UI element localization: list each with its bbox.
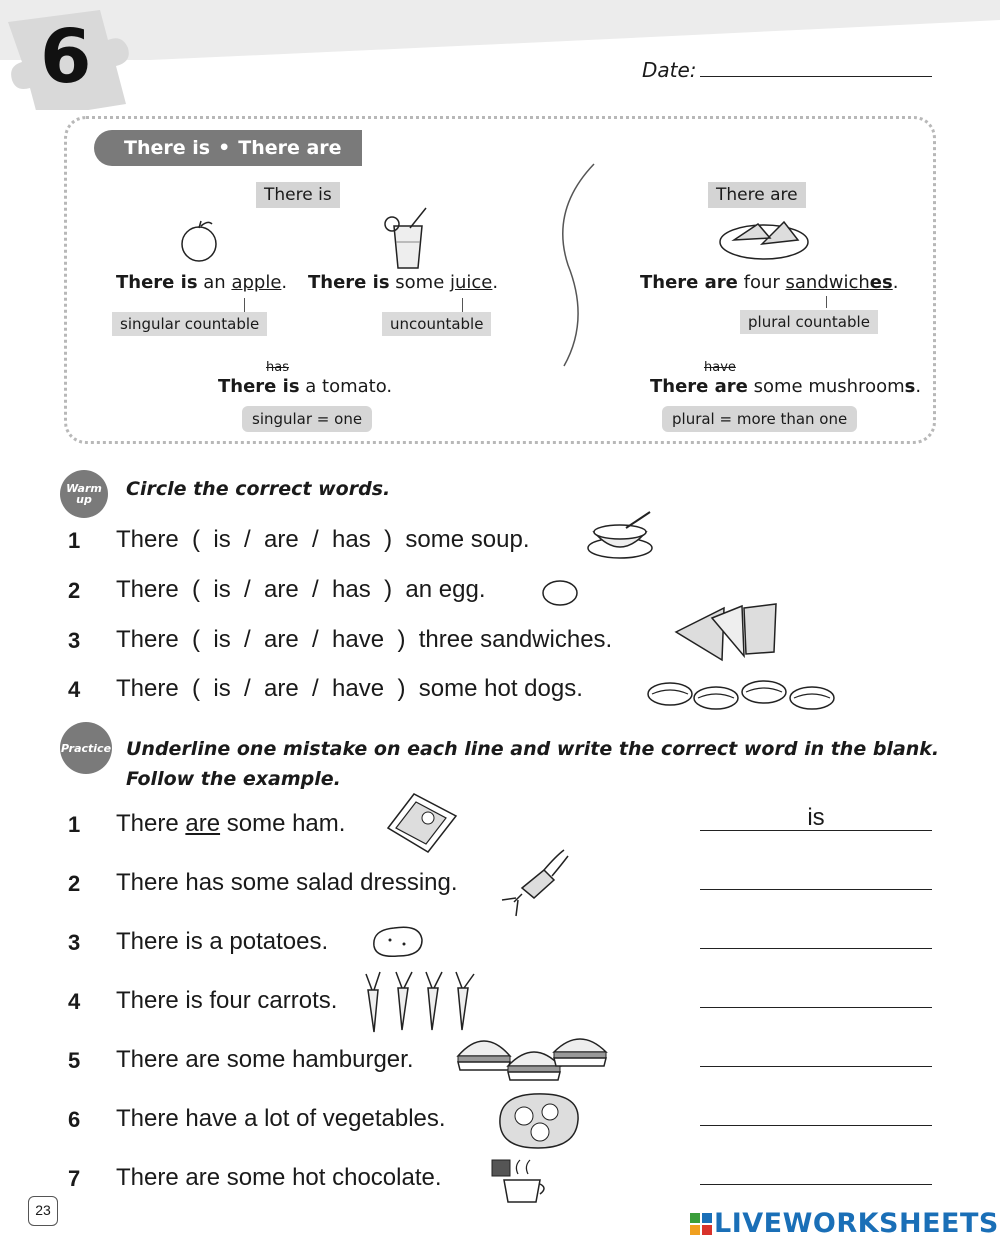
example-sandwiches-number: four bbox=[737, 272, 786, 293]
warmup-badge: Warm up bbox=[60, 470, 108, 518]
example-tomato bbox=[218, 376, 392, 397]
tag-singular-one: singular = one bbox=[242, 406, 372, 432]
example-apple-end: . bbox=[281, 272, 288, 293]
example-sandwiches-there-are: There are bbox=[640, 272, 738, 293]
soup-bowl-icon bbox=[586, 508, 660, 560]
potato-icon bbox=[368, 922, 426, 960]
hamburgers-icon bbox=[454, 1026, 610, 1088]
practice-q1-underlined-mistake: are bbox=[185, 810, 221, 837]
page-number: 23 bbox=[28, 1196, 58, 1226]
warmup-instruction: Circle the correct words. bbox=[126, 478, 391, 500]
practice-q2-answer-line[interactable] bbox=[700, 889, 932, 890]
example-juice-quantifier: some bbox=[389, 272, 450, 293]
practice-q4-text[interactable]: There is four carrots. bbox=[116, 987, 338, 1014]
practice-instruction-line1: Underline one mistake on each line and write the correct word in the blank. bbox=[126, 738, 940, 760]
example-sandwiches-noun: sandwich bbox=[785, 272, 870, 293]
grammar-title-right: There are bbox=[238, 137, 342, 159]
tag-plural-countable: plural countable bbox=[740, 310, 878, 334]
example-juice-end: . bbox=[492, 272, 499, 293]
unit-number: 6 bbox=[40, 14, 92, 100]
juice-icon bbox=[380, 206, 432, 272]
label-there-is: There is bbox=[256, 182, 340, 208]
example-juice-noun: juice bbox=[450, 272, 493, 293]
example-apple-there-is: There is bbox=[116, 272, 198, 293]
pointer-line-apple bbox=[244, 298, 245, 312]
example-apple bbox=[116, 272, 287, 293]
practice-q7-answer-line[interactable] bbox=[700, 1184, 932, 1185]
warmup-q1-text[interactable]: There ( is / are / has ) some soup. bbox=[116, 526, 530, 553]
warmup-q3-text[interactable]: There ( is / are / have ) three sandwiches. bbox=[116, 626, 613, 653]
brand-text: LIVEWORKSHEETS bbox=[714, 1208, 999, 1239]
vegetables-icon bbox=[494, 1086, 584, 1152]
example-apple-article: an bbox=[197, 272, 232, 293]
warmup-q3-number: 3 bbox=[68, 628, 81, 653]
warmup-q4-number: 4 bbox=[68, 677, 81, 702]
practice-q1-answer-line[interactable] bbox=[700, 830, 932, 831]
practice-q2-text[interactable]: There has some salad dressing. bbox=[116, 869, 458, 896]
tag-uncountable: uncountable bbox=[382, 312, 491, 336]
grammar-title bbox=[94, 130, 362, 166]
example-juice bbox=[308, 272, 498, 293]
practice-q1-pre: There bbox=[116, 810, 186, 837]
example-mushrooms-rest: some mushroom bbox=[747, 376, 905, 397]
example-juice-there-is: There is bbox=[308, 272, 390, 293]
salad-dressing-icon bbox=[500, 846, 570, 920]
practice-q1-answer: is bbox=[807, 804, 825, 831]
apple-icon bbox=[176, 218, 222, 264]
practice-q3-answer-line[interactable] bbox=[700, 948, 932, 949]
example-tomato-there-is: There is bbox=[218, 376, 300, 397]
sandwich-plate-icon bbox=[718, 216, 810, 262]
practice-badge: Practice bbox=[60, 722, 112, 774]
egg-icon bbox=[540, 578, 582, 608]
practice-instruction-line2: Follow the example. bbox=[126, 768, 341, 790]
hot-chocolate-icon bbox=[488, 1156, 550, 1206]
hot-dogs-icon bbox=[646, 670, 842, 720]
warmup-q2-text[interactable]: There ( is / are / has ) an egg. bbox=[116, 576, 486, 603]
practice-q7-number: 7 bbox=[68, 1166, 81, 1191]
practice-q1-number: 1 bbox=[68, 812, 81, 837]
practice-q5-text[interactable]: There are some hamburger. bbox=[116, 1046, 414, 1073]
example-tomato-rest: a tomato. bbox=[299, 376, 393, 397]
label-there-are: There are bbox=[708, 182, 806, 208]
practice-q5-answer-line[interactable] bbox=[700, 1066, 932, 1067]
practice-q3-number: 3 bbox=[68, 930, 81, 955]
example-mushrooms-suffix: s bbox=[904, 376, 916, 397]
example-mushrooms-end: . bbox=[915, 376, 922, 397]
brand-squares-icon bbox=[690, 1213, 714, 1235]
practice-q7-text[interactable]: There are some hot chocolate. bbox=[116, 1164, 442, 1191]
practice-q5-number: 5 bbox=[68, 1048, 81, 1073]
ham-icon bbox=[384, 790, 458, 854]
practice-q6-answer-line[interactable] bbox=[700, 1125, 932, 1126]
grammar-title-separator: • bbox=[218, 137, 231, 159]
example-sandwiches bbox=[640, 272, 898, 293]
warmup-q2-number: 2 bbox=[68, 578, 81, 603]
practice-q6-text[interactable]: There have a lot of vegetables. bbox=[116, 1105, 446, 1132]
divider-curve bbox=[550, 160, 600, 370]
practice-q1-text bbox=[116, 810, 345, 838]
pointer-line-juice bbox=[462, 298, 463, 312]
practice-q1-post: some ham. bbox=[220, 810, 346, 837]
example-sandwiches-suffix: es bbox=[869, 272, 893, 293]
carrots-icon bbox=[358, 970, 490, 1034]
example-mushrooms bbox=[650, 376, 921, 397]
example-apple-noun: apple bbox=[231, 272, 282, 293]
tag-plural-more-than-one: plural = more than one bbox=[662, 406, 857, 432]
warmup-q1-number: 1 bbox=[68, 528, 81, 553]
grammar-title-left: There is bbox=[124, 137, 211, 159]
sandwiches-icon bbox=[672, 602, 780, 664]
tag-singular-countable: singular countable bbox=[112, 312, 267, 336]
practice-q6-number: 6 bbox=[68, 1107, 81, 1132]
pointer-line-sandwiches bbox=[826, 296, 827, 308]
warmup-q4-text[interactable]: There ( is / are / have ) some hot dogs. bbox=[116, 675, 583, 702]
date-input-line[interactable] bbox=[700, 76, 932, 77]
practice-q4-answer-line[interactable] bbox=[700, 1007, 932, 1008]
example-mushrooms-there-are: There are bbox=[650, 376, 748, 397]
practice-q2-number: 2 bbox=[68, 871, 81, 896]
crossed-out-have: have bbox=[704, 360, 736, 375]
header-decoration bbox=[0, 0, 1000, 110]
practice-q3-text[interactable]: There is a potatoes. bbox=[116, 928, 329, 955]
brand-logo bbox=[690, 1208, 999, 1239]
practice-q4-number: 4 bbox=[68, 989, 81, 1014]
example-sandwiches-end: . bbox=[892, 272, 899, 293]
crossed-out-has: has bbox=[266, 360, 289, 375]
date-label: Date: bbox=[642, 58, 697, 82]
